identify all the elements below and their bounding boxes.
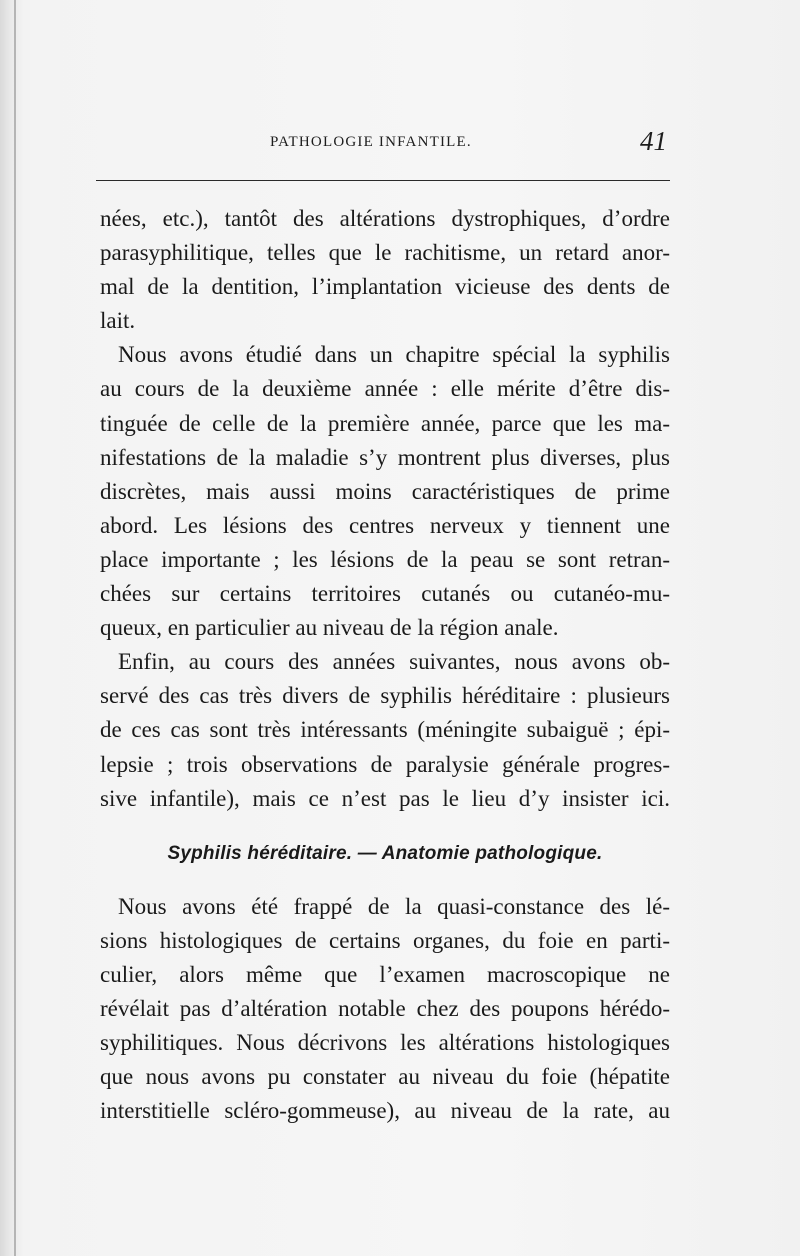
text-line: place importante ; les lésions de la peau se sont retran- (100, 546, 670, 572)
text-line: culier, alors même que l’examen macroscopique ne (100, 961, 670, 987)
text-line: tinguée de celle de la première année, parce que les ma- (100, 410, 670, 436)
text-line: interstitielle scléro-gommeuse), au niveau de la rate, au (100, 1098, 670, 1124)
text-line: au cours de la deuxième année : elle mérite d’être dis- (100, 376, 670, 402)
text-line: de ces cas sont très intéressants (méningite subaiguë ; épi- (100, 717, 670, 743)
text-line: nées, etc.), tantôt des altérations dystrophiques, d’ordre (100, 206, 670, 231)
text-line: abord. Les lésions des centres nerveux y tiennent une (100, 512, 670, 538)
text-line: lait. (100, 308, 136, 334)
running-head-title: PATHOLOGIE INFANTILE. (270, 134, 472, 150)
section-heading: Syphilis héréditaire. — Anatomie pathologique. (167, 842, 603, 864)
text-line: parasyphilitique, telles que le rachitisme, un retard anor- (100, 240, 670, 266)
page-number: 41 (640, 126, 667, 156)
text-line: sive infantile), mais ce n’est pas le lieu d’y insister ici. (100, 785, 670, 811)
text-line: nifestations de la maladie s’y montrent plus diverses, plus (100, 444, 670, 470)
running-head (0, 128, 800, 158)
text-line: discrètes, mais aussi moins caractéristiques de prime (100, 478, 670, 504)
page-gutter-edge (14, 0, 16, 1256)
body-text (100, 202, 670, 1128)
text-line: Nous avons étudié dans un chapitre spécial la syphilis (118, 342, 670, 368)
text-line: sions histologiques de certains organes, du foie en parti- (100, 927, 670, 953)
text-line: Nous avons été frappé de la quasi-constance des lé- (118, 893, 670, 919)
header-rule (96, 180, 670, 181)
text-line: Enfin, au cours des années suivantes, nous avons ob- (118, 649, 670, 675)
text-line: syphilitiques. Nous décrivons les altérations histologiques (100, 1030, 670, 1056)
text-line: que nous avons pu constater au niveau du foie (hépatite (100, 1064, 670, 1090)
text-line: queux, en particulier au niveau de la région anale. (100, 615, 559, 641)
text-line: mal de la dentition, l’implantation vicieuse des dents de (100, 274, 670, 300)
text-line: lepsie ; trois observations de paralysie générale progres- (100, 751, 670, 777)
text-line: révélait pas d’altération notable chez des poupons hérédo- (100, 996, 670, 1022)
text-line: chées sur certains territoires cutanés ou cutanéo-mu- (100, 581, 670, 607)
text-line: servé des cas très divers de syphilis héréditaire : plusieurs (100, 683, 670, 709)
